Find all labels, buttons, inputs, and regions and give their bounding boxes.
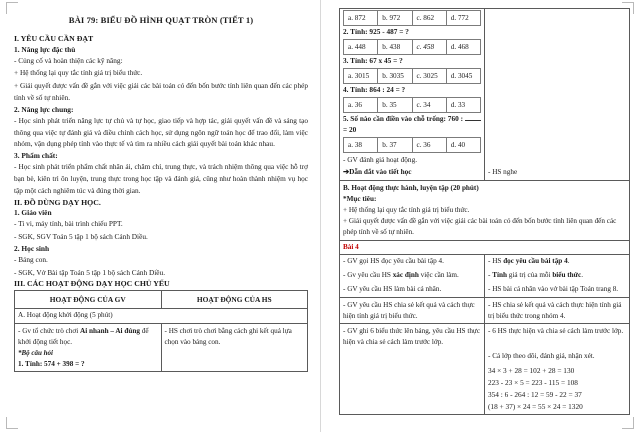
gv-row-2-bold: xác định — [392, 271, 419, 280]
cell-hs-activity-a: - HS chơi trò chơi bằng cách ghi kết quả lựa chọn vào bảng con. — [161, 324, 308, 372]
page-right-content — [339, 0, 630, 415]
cell-gv-answers-empty — [340, 364, 485, 415]
cell-gv-quiz — [340, 9, 485, 181]
objective-label: *Mục tiêu: — [343, 194, 377, 203]
option-q1-d[interactable]: d. 772 — [446, 11, 480, 26]
heading-do-dung-day-hoc: II. ĐỒ DÙNG DẠY HỌC. — [14, 197, 101, 207]
option-q2-a[interactable]: a. 448 — [344, 40, 378, 55]
cell-hs-row-2 — [485, 269, 630, 283]
option-q4-d[interactable]: d. 33 — [446, 98, 480, 113]
hs-row-2-mid: giá trị của mỗi — [507, 271, 553, 280]
table-row — [340, 298, 630, 324]
objective-line-1: + Hệ thống lại quy tắc tính giá trị biểu thức. — [343, 205, 470, 214]
table-row — [340, 254, 630, 269]
option-q1-a[interactable]: a. 872 — [344, 11, 378, 26]
activities-table-left — [14, 290, 308, 372]
gv-game-post: để khởi động tiết học. — [18, 326, 149, 346]
cell-gv-row-4: - GV yêu cầu HS chia sẻ kết quả và cách thực hiện tính giá trị biểu thức. — [340, 298, 485, 324]
option-q5-d[interactable]: d. 40 — [446, 138, 480, 153]
activity-a-heading: A. Hoạt động khởi động (5 phút) — [15, 308, 308, 323]
activities-table-right — [339, 8, 630, 415]
heading-pham-chat: 3. Phẩm chất: — [14, 151, 58, 161]
question-5-suffix: = 20 — [343, 125, 357, 135]
gv-evaluate-activity: - GV đánh giá hoạt động. — [343, 155, 418, 165]
crop-mark-top-left — [6, 2, 18, 14]
text-nang-luc-dac-thu-3: + Giải quyết được vấn đề gắn với việc giải các bài toán có đến bốn bước tính liên quan đến các phép tính về số tự nhiên. — [14, 81, 308, 102]
option-q4-a[interactable]: a. 36 — [344, 98, 378, 113]
option-q2-d[interactable]: d. 468 — [446, 40, 480, 55]
option-q2-b[interactable]: b. 438 — [378, 40, 412, 55]
text-nang-luc-dac-thu-2: + Hệ thống lại quy tắc tính giá trị biểu thức. — [14, 68, 143, 78]
table-row — [15, 324, 308, 372]
table-row — [340, 324, 630, 350]
gv-lead-in-lesson: ➔Dẫn dắt vào tiết học — [343, 167, 412, 177]
heading-cac-hoat-dong: III. CÁC HOẠT ĐỘNG DẠY HỌC CHỦ YẾU — [14, 279, 170, 289]
text-hoc-sinh-1: - Bảng con. — [14, 254, 48, 264]
crop-mark-bottom-right — [622, 417, 634, 429]
question-5-text — [343, 114, 481, 136]
hs-row-2-bold2: biểu thức — [552, 271, 582, 280]
gv-game-pre: - Gv tổ chức trò chơi — [18, 326, 80, 335]
crop-mark-top-right — [622, 2, 634, 14]
hs-row-2-post: . — [581, 271, 583, 280]
heading-giao-vien: 1. Giáo viên — [14, 208, 52, 218]
options-table-q1 — [343, 10, 481, 26]
table-row — [340, 240, 630, 254]
table-row — [344, 138, 481, 153]
question-3-text: 3. Tính: 67 x 45 = ? — [343, 56, 403, 66]
hs-row-1-bold: đọc yêu cầu bài tập 4 — [503, 257, 568, 266]
table-row — [340, 269, 630, 283]
option-q3-d[interactable]: d. 3045 — [446, 69, 480, 84]
cell-gv-activity-a — [15, 324, 162, 372]
option-q3-c[interactable]: c. 3025 — [412, 69, 446, 84]
cell-hs-row-3: - HS bài cá nhân vào vở bài tập Toán trang 8. — [485, 283, 630, 298]
hs-row-1-pre: - HS — [488, 257, 504, 266]
exercise-label-bai-4: Bài 4 — [343, 243, 359, 252]
options-table-q4 — [343, 97, 481, 113]
table-header-row — [15, 291, 308, 308]
table-row — [340, 364, 630, 415]
cell-hs-row-6: - Cả lớp theo dõi, đánh giá, nhận xét. — [485, 350, 630, 364]
text-hoc-sinh-2: - SGK, Vở Bài tập Toán 5 tập 1 bộ sách Cánh Diều. — [14, 267, 166, 277]
option-q1-b[interactable]: b. 972 — [378, 11, 412, 26]
heading-yeu-cau-can-dat: I. YÊU CẦU CẦN ĐẠT — [14, 34, 94, 43]
worked-answer-1: 34 × 3 + 28 = 102 + 28 = 130 — [488, 366, 575, 376]
cell-exercise-label — [340, 240, 630, 254]
cell-gv-row-6-empty — [340, 350, 485, 364]
question-2-text: 2. Tính: 925 - 487 = ? — [343, 27, 409, 37]
option-q4-b[interactable]: b. 35 — [378, 98, 412, 113]
cell-activity-b — [340, 181, 630, 241]
worked-answer-3: 354 : 6 - 264 : 12 = 59 - 22 = 37 — [488, 389, 582, 399]
table-row — [344, 11, 481, 26]
gv-question-1: 1. Tính: 574 + 398 = ? — [18, 359, 85, 368]
text-giao-vien-1: - Ti vi, máy tính, bài trình chiếu PPT. — [14, 219, 123, 229]
table-row — [340, 9, 630, 181]
heading-nang-luc-chung: 2. Năng lực chung: — [14, 104, 74, 114]
text-nang-luc-dac-thu-1: - Củng cố và hoàn thiện các kỹ năng: — [14, 55, 123, 65]
table-row — [340, 350, 630, 364]
cell-hs-quiz — [485, 9, 630, 181]
text-nang-luc-chung-1: - Học sinh phát triển năng lực tự chủ và tự học, giao tiếp và hợp tác, giải quyết vấn đề và sáng tạo thông qua việc tự đánh giá và điều chỉnh cách học, sử dụng ngôn ngữ toán học để trao đổi, làm việc nhóm, vận dụng phép tính vào thực tế và tìm ra nhiều cách giải quyết bài toán khác nhau. — [14, 115, 308, 149]
text-pham-chat-1: - Học sinh phát triển phẩm chất nhân ái, chăm chỉ, trung thực, và trách nhiệm thông qua việc hỗ trợ bạn bè, kiên trì ôn luyện, trung thực trong học tập và đánh giá, cũng như hoàn thành nhiệm vụ học tập một cách nghiêm túc và đúng thời gian. — [14, 162, 308, 195]
cell-gv-row-5: - GV ghi 6 biểu thức lên bảng, yêu cầu HS thực hiện và chia sẻ cách làm trước lớp. — [340, 324, 485, 350]
hs-row-2-bold: Tính — [492, 271, 507, 280]
options-table-q2 — [343, 39, 481, 55]
activity-b-heading: B. Hoạt động thực hành, luyện tập (20 phút) — [343, 183, 479, 192]
question-5-prefix: 5. Số nào cần điền vào chỗ trống: 760 : — [343, 114, 465, 124]
hs-row-1-post: . — [567, 257, 570, 266]
table-row — [344, 69, 481, 84]
worked-answer-4: (18 + 37) × 24 = 55 × 24 = 1320 — [488, 401, 583, 411]
heading-hoc-sinh: 2. Học sinh — [14, 243, 50, 253]
option-q5-b[interactable]: b. 37 — [378, 138, 412, 153]
question-4-text: 4. Tính: 864 : 24 = ? — [343, 85, 406, 95]
question-5-blank — [465, 120, 481, 121]
option-q5-a[interactable]: a. 38 — [344, 138, 378, 153]
option-q1-c[interactable]: c. 862 — [412, 11, 446, 26]
hs-listen: - HS nghe — [488, 168, 518, 177]
gv-game-instruction — [18, 326, 158, 348]
cell-hs-row-5: - 6 HS thực hiện và chia sẻ cách làm trước lớp. — [485, 324, 630, 350]
option-q3-a[interactable]: a. 3015 — [344, 69, 378, 84]
option-q2-c[interactable]: c. 458 — [412, 40, 446, 55]
table-row — [340, 181, 630, 241]
option-q3-b[interactable]: b. 3035 — [378, 69, 412, 84]
gv-row-2-post: việc cần làm. — [418, 271, 459, 280]
cell-hs-row-4: - HS chia sẻ kết quả và cách thực hiện tính giá trị biểu thức trong nhóm 4. — [485, 298, 630, 324]
cell-hs-worked-answers — [485, 364, 630, 415]
options-table-q3 — [343, 68, 481, 84]
table-row — [15, 308, 308, 323]
cell-gv-row-1: - GV gọi HS đọc yêu cầu bài tập 4. — [340, 254, 485, 269]
heading-nang-luc-dac-thu: 1. Năng lực đặc thù — [14, 44, 76, 54]
table-row — [344, 98, 481, 113]
column-header-hs: HOẠT ĐỘNG CỦA HS — [161, 291, 308, 308]
column-header-gv: HOẠT ĐỘNG CỦA GV — [15, 291, 162, 308]
page-right — [320, 0, 640, 432]
options-table-q5 — [343, 137, 481, 153]
gv-question-set-note: *Bộ câu hỏi — [18, 348, 54, 357]
table-row — [340, 283, 630, 298]
table-row — [344, 40, 481, 55]
crop-mark-bottom-left — [6, 417, 18, 429]
page-title: BÀI 79: BIỂU ĐỒ HÌNH QUẠT TRÒN (TIẾT 1) — [68, 15, 254, 25]
text-giao-vien-2: - SGK, SGV Toán 5 tập 1 bộ sách Cánh Diều. — [14, 231, 148, 241]
option-q4-c[interactable]: c. 34 — [412, 98, 446, 113]
gv-game-name: Ai nhanh – Ai đúng — [80, 326, 140, 335]
gv-row-2-pre: - Gv yêu cầu HS — [343, 271, 393, 280]
cell-hs-row-1 — [485, 254, 630, 269]
hs-row-2-pre: - — [488, 271, 493, 280]
objective-line-2: + Giải quyết được vấn đề gắn với việc giải các bài toán có đến bốn bước tính liên quan đến các phép tính về số tự nhiên. — [343, 217, 617, 237]
cell-gv-row-3: - GV yêu cầu HS làm bài cá nhân. — [340, 283, 485, 298]
option-q5-c[interactable]: c. 36 — [412, 138, 446, 153]
cell-gv-row-2 — [340, 269, 485, 283]
worked-answer-2: 223 - 23 × 5 = 223 - 115 = 108 — [488, 378, 578, 388]
